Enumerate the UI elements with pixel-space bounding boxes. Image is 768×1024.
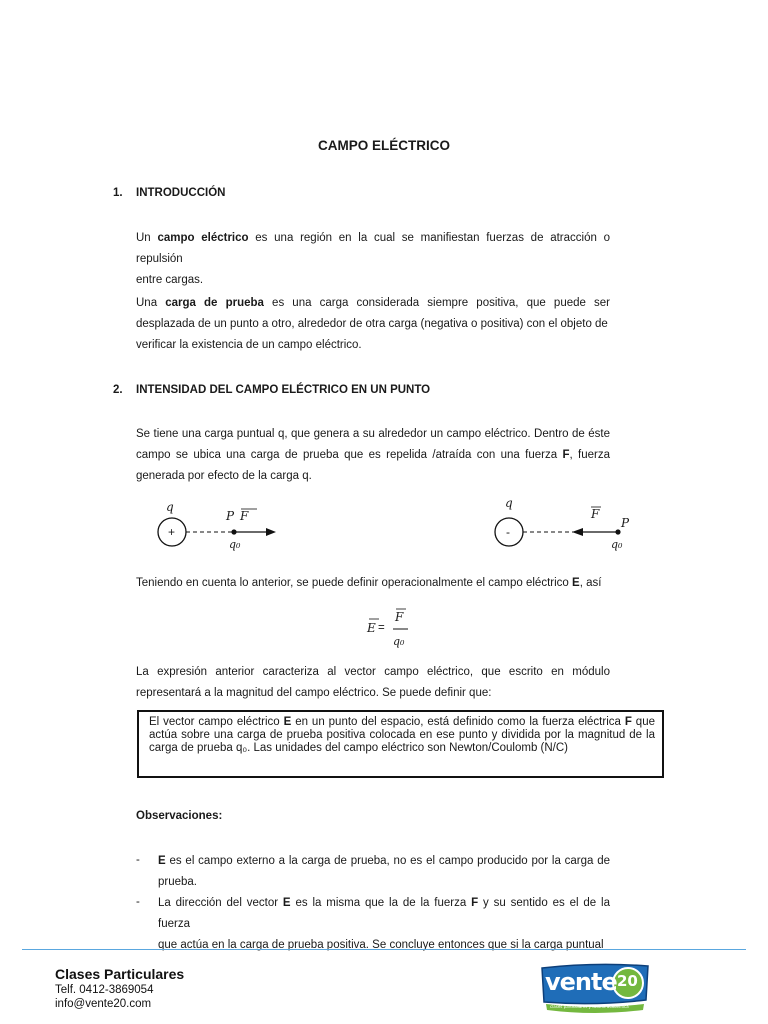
left-charge-label: q <box>166 500 174 514</box>
section-1-number: 1. <box>113 187 123 199</box>
left-test-charge-label: q₀ <box>229 538 241 551</box>
vector-expression-line-2: representará a la magnitud del campo eléctrico. Se puede definir que: <box>136 687 492 699</box>
force-arrow-head <box>266 528 276 536</box>
intro-line-2: entre cargas. <box>136 274 204 286</box>
test-charge-line-1: Una carga de prueba es una carga considerada siempre positiva, que puede ser <box>136 297 610 309</box>
observations-heading: Observaciones: <box>136 810 223 822</box>
footer-title: Clases Particulares <box>55 966 185 982</box>
formula-numerator: F <box>395 610 404 624</box>
test-charge-paragraph <box>136 293 610 356</box>
footer-phone: Telf. 0412-3869054 <box>55 984 154 996</box>
right-force-label: F <box>591 507 600 521</box>
logo-text: vente <box>545 968 617 996</box>
observation-item-1: E es el campo externo a la carga de prueba, no es el campo producido por la carga de prueba. <box>158 855 610 888</box>
footer-email[interactable]: info@vente20.com <box>55 998 152 1010</box>
point-charge-paragraph <box>136 424 610 487</box>
point-charge-line-3: generada por efecto de la carga q. <box>136 470 312 482</box>
vente20-logo <box>538 962 652 1014</box>
vector-expression-line-1: La expresión anterior caracteriza al vector campo eléctrico, que escrito en módulo <box>136 666 610 678</box>
section-2-number: 2. <box>113 384 123 396</box>
section-2-heading: INTENSIDAD DEL CAMPO ELÉCTRICO EN UN PUNTO <box>136 384 431 396</box>
test-charge-dot <box>615 529 620 534</box>
page-title: CAMPO ELÉCTRICO <box>317 138 450 153</box>
bullet-dash-1: - <box>136 854 140 866</box>
intro-line-1: Un campo eléctrico es una región en la cual se manifiestan fuerzas de atracción o repulsión <box>136 232 610 265</box>
right-charge-sign: - <box>506 525 510 539</box>
point-charge-line-1: Se tiene una carga puntual q, que genera a su alrededor un campo eléctrico. Dentro de éste <box>136 428 610 440</box>
left-point-label: P <box>226 509 235 523</box>
formula-lhs: E <box>367 621 376 635</box>
observation-item-2: La dirección del vector E es la misma que la de la fuerza F y su sentido es el de la fuerza que actúa en la carga de prueba positiva. Se concluye entonces que si la carga puntual <box>158 897 610 951</box>
bullet-dash-2: - <box>136 896 140 908</box>
right-test-charge-label: q₀ <box>611 538 623 551</box>
point-charge-line-2: campo se ubica una carga de prueba que es repelida /atraída con una fuerza F, fuerza <box>136 449 610 461</box>
right-point-label: P <box>621 516 630 530</box>
footer-divider <box>22 949 746 950</box>
test-charge-line-2: desplazada de un punto a otro, alrededor de otra carga (negativa o positiva) con el objeto de <box>136 318 608 330</box>
right-charge-label: q <box>505 496 513 510</box>
operational-definition-line: Teniendo en cuenta lo anterior, se puede definir operacionalmente el campo eléctrico E, así <box>136 577 602 589</box>
formula-denominator: q₀ <box>393 635 405 648</box>
left-charge-sign: + <box>168 525 176 539</box>
force-arrow-head <box>572 528 583 536</box>
vector-expression-paragraph <box>136 662 610 704</box>
test-charge-dot <box>231 529 236 534</box>
formula-equals: = <box>378 622 385 634</box>
definition-box: El vector campo eléctrico E en un punto del espacio, está definido como la fuerza eléctrica F que actúa sobre una carga de prueba positiva colocada en ese punto y dividida por la magnitud de la carga de prueba q₀. Las unidades del campo eléctrico son Newton/Coulomb (N/C) <box>137 710 664 778</box>
left-force-label: F <box>240 509 249 523</box>
section-1-heading: INTRODUCCIÓN <box>136 187 226 199</box>
logo-tagline: clases particulares y tutoria académica <box>550 1004 629 1009</box>
test-charge-line-3: verificar la existencia de un campo eléctrico. <box>136 339 362 351</box>
logo-number: 20 <box>617 972 638 990</box>
intro-paragraph <box>136 228 610 291</box>
